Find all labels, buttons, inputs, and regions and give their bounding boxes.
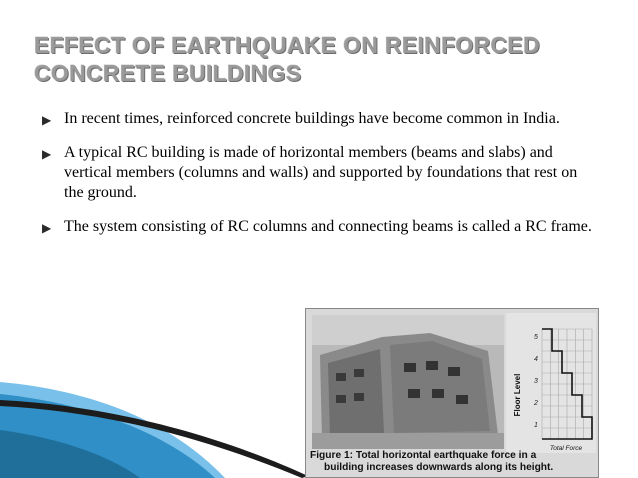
y-tick-label: 3 — [534, 378, 538, 385]
bullet-item — [38, 217, 598, 237]
y-tick-label: 4 — [534, 356, 538, 363]
x-axis-label: Total Force — [549, 445, 583, 452]
bullet-item — [38, 143, 598, 203]
bullet-text: The system consisting of RC columns and connecting beams is called a RC frame. — [64, 218, 592, 235]
bullet-arrow-icon: ▶ — [42, 147, 52, 161]
caption-line-2: building increases downwards along its height. — [324, 462, 554, 473]
bullet-text: A typical RC building is made of horizontal members (beams and slabs) and vertical members (columns and walls) and supported by foundations that rest on the ground. — [64, 144, 578, 201]
bullet-list — [38, 109, 598, 251]
slide-title-line-1: EFFECT OF EARTHQUAKE ON REINFORCED — [34, 32, 540, 58]
decorative-swoosh — [0, 360, 310, 478]
y-tick-label: 1 — [534, 422, 538, 429]
y-tick-label: 5 — [534, 334, 538, 341]
bullet-arrow-icon: ▶ — [42, 113, 52, 127]
collapsed-building-photo — [312, 315, 504, 449]
slide-title-line-2: CONCRETE BUILDINGS — [34, 60, 302, 86]
bullet-arrow-icon: ▶ — [42, 221, 52, 235]
earthquake-figure — [305, 308, 599, 478]
y-tick-label: 2 — [534, 400, 538, 407]
bullet-item — [38, 109, 598, 129]
y-axis-label: Floor Level — [513, 373, 522, 417]
force-chart — [506, 313, 596, 453]
bullet-text: In recent times, reinforced concrete buildings have become common in India. — [64, 110, 560, 127]
caption-line-1: Figure 1: Total horizontal earthquake force in a — [310, 450, 537, 461]
figure-caption — [310, 450, 596, 474]
slide-title — [34, 31, 614, 87]
